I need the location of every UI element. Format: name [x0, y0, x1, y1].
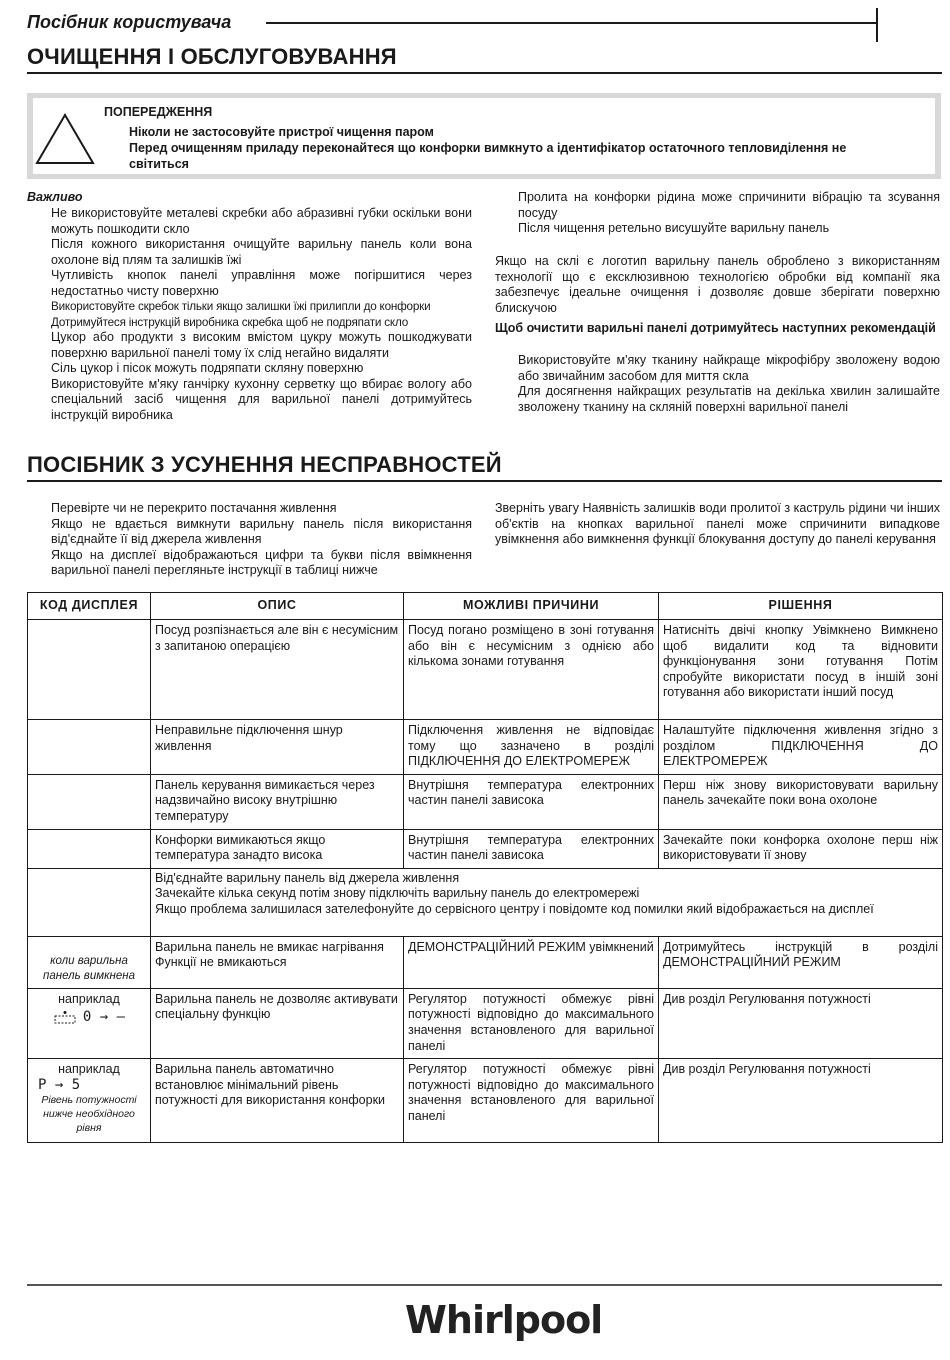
code-cell — [28, 620, 151, 720]
table-row — [28, 936, 943, 988]
code-note: коли варильна панель вимкнена — [43, 954, 135, 982]
trouble-right-note: Зверніть увагу Наявність залишків води пролитої з каструль рідини чи інших об'єктів на кнопках варильної панелі може спричинити випадкове увімкнення або вимкнення функції блокування доступу до панелі керування — [495, 501, 940, 546]
code-example-label: наприклад — [58, 1062, 120, 1077]
cause-cell: Підключення живлення не відповідає тому що зазначено в розділі ПІДКЛЮЧЕННЯ ДО ЕЛЕКТРОМЕРЕЖ — [404, 720, 659, 775]
cause-cell: Посуд погано розміщено в зоні готування або він є несумісним з однією або кількома зонами готування — [404, 620, 659, 720]
list-item: Використовуйте м'яку тканину найкраще мікрофібру зволожену водою або звичайним засобом для миття скла — [518, 353, 940, 383]
list-item: Після кожного використання очищуйте варильну панель коли вона охолоне від плям та залишків їжі — [51, 237, 472, 267]
column-header-code: КОД ДИСПЛЕЯ — [28, 593, 151, 620]
solution-cell: Зачекайте поки конфорка охолоне перш ніж використовувати її знову — [659, 829, 943, 868]
fault-table — [27, 592, 943, 1143]
display-code-glyphs: 0 → – — [82, 1008, 126, 1025]
description-cell: Варильна панель автоматично встановлює мінімальний рівень потужності для використання конфорки — [151, 1059, 404, 1143]
footer-rule — [27, 1284, 942, 1286]
manual-header-title: Посібник користувача — [27, 12, 232, 32]
description-cell: Варильна панель не дозволяє активувати спеціальну функцію — [151, 988, 404, 1058]
cause-cell: Регулятор потужності обмежує рівні потужності відповідно до максимального значення встановленого для варильної панелі — [404, 988, 659, 1058]
solution-cell: Перш ніж знову використовувати варильну панель зачекайте поки вона охолоне — [659, 774, 943, 829]
column-header-solution: РІШЕННЯ — [659, 593, 943, 620]
code-cell — [28, 829, 151, 868]
warning-line-1: Ніколи не застосовуйте пристрої чищення паром — [129, 125, 434, 139]
list-item: Після чищення ретельно висушуйте варильну панель — [518, 221, 830, 235]
cause-cell: Регулятор потужності обмежує рівні потужності відповідно до максимального значення встановленого для варильної панелі — [404, 1059, 659, 1143]
cause-cell: ДЕМОНСТРАЦІЙНИЙ РЕЖИМ увімкнений — [404, 936, 659, 988]
table-header-row — [28, 593, 943, 620]
important-list — [51, 206, 472, 423]
description-cell: Неправильне підключення шнур живлення — [151, 720, 404, 775]
table-row — [28, 1059, 943, 1143]
solution-cell: Налаштуйте підключення живлення згідно з розділом ПІДКЛЮЧЕННЯ ДО ЕЛЕКТРОМЕРЕЖ — [659, 720, 943, 775]
instruction-line: Якщо проблема залишилася зателефонуйте до сервісного центру і повідомте код помилки який відображається на дисплеї — [155, 901, 874, 916]
description-cell: Панель керування вимикається через надзвичайно високу внутрішню температуру — [151, 774, 404, 829]
important-label: Важливо — [27, 190, 83, 204]
right-list-bottom — [518, 353, 940, 415]
section-rule — [27, 72, 942, 74]
description-cell: Посуд розпізнається але він є несумісним з запитаною операцією — [151, 620, 404, 720]
power-limit-icon — [53, 1009, 77, 1025]
description-cell: Варильна панель не вмикає нагрівання Функції не вмикаються — [151, 936, 404, 988]
section-rule — [27, 480, 942, 482]
warning-line-2: Перед очищенням приладу переконайтеся що конфорки вимкнуто а ідентифікатор остаточного тепловиділення не світиться — [129, 141, 847, 171]
code-cell — [28, 988, 151, 1058]
list-item: Перевірте чи не перекрито постачання живлення — [51, 501, 337, 515]
list-item: Сіль цукор і пісок можуть подряпати скляну поверхню — [51, 361, 364, 375]
list-item: Використовуйте м'яку ганчірку кухонну серветку що вбирає вологу або спеціальний засіб чищення для варильної панелі дотримуйтесь інструкцій виробника — [51, 376, 472, 422]
column-header-description: ОПИС — [151, 593, 404, 620]
section-heading-cleaning: ОЧИЩЕННЯ І ОБСЛУГОВУВАННЯ — [27, 44, 397, 69]
whirlpool-logo: Whirlpool — [405, 1298, 603, 1342]
solution-cell: Див розділ Регулювання потужності — [659, 988, 943, 1058]
instruction-line: Від'єднайте варильну панель від джерела живлення — [155, 870, 460, 885]
list-item: Цукор або продукти з високим вмістом цукру можуть пошкоджувати поверхню варильної панелі тому їх слід негайно видаляти — [51, 330, 472, 360]
list-item: Чутливість кнопок панелі управління може погіршитися через недостатньо чисту поверхню — [51, 268, 472, 298]
list-item: Не використовуйте металеві скребки або абразивні губки оскільки вони можуть пошкодити скло — [51, 206, 472, 236]
section-heading-troubleshooting: ПОСІБНИК З УСУНЕННЯ НЕСПРАВНОСТЕЙ — [27, 452, 502, 477]
code-cell — [28, 868, 151, 936]
table-row — [28, 774, 943, 829]
cause-cell: Внутрішня температура електронних частин панелі зависока — [404, 829, 659, 868]
logo-paragraph: Якщо на склі є логотип варильну панель оброблено з використанням технології що є ексклюзивною технологією обробки від компанії яка забезпечує ідеальне очищення і дозволяє довше зберігати поверхню блискучою — [495, 254, 940, 315]
list-item: Пролита на конфорки рідина може спричинити вібрацію та зсування посуду — [518, 190, 940, 220]
header-vertical-divider — [876, 8, 878, 42]
display-sequence — [32, 1009, 146, 1025]
warning-triangle-icon — [34, 112, 96, 166]
clean-heading: Щоб очистити варильні панелі дотримуйтесь наступних рекомендацій — [495, 321, 936, 335]
cause-cell: Внутрішня температура електронних частин панелі зависока — [404, 774, 659, 829]
solution-cell: Див розділ Регулювання потужності — [659, 1059, 943, 1143]
list-item: Дотримуйтеся інструкцій виробника скребка щоб не подряпати скло — [51, 315, 409, 329]
instruction-line: Зачекайте кілька секунд потім знову підключіть варильну панель до електромережі — [155, 886, 640, 901]
code-cell — [28, 1059, 151, 1143]
column-header-causes: МОЖЛИВІ ПРИЧИНИ — [404, 593, 659, 620]
list-item: Якщо на дисплеї відображаються цифри та букви після ввімкнення варильної панелі перегляньте інструкції в таблиці нижче — [51, 547, 472, 577]
table-row — [28, 829, 943, 868]
code-example-label: наприклад — [58, 991, 120, 1006]
code-cell — [28, 774, 151, 829]
description-cell: Конфорки вимикаються якщо температура занадто висока — [151, 829, 404, 868]
warning-label: ПОПЕРЕДЖЕННЯ — [104, 105, 213, 119]
table-row — [28, 620, 943, 720]
list-item: Якщо не вдається вимкнути варильну панель після використання від'єднайте її від джерела живлення — [51, 516, 472, 546]
table-row — [28, 720, 943, 775]
trouble-left-list — [51, 501, 472, 579]
list-item: Використовуйте скребок тільки якщо залишки їжі прилипли до конфорки — [51, 300, 431, 313]
solution-cell: Натисніть двічі кнопку Увімкнено Вимкнено щоб видалити код та відновити функціонування зони готування Потім спробуйте використати посуд в іншій зоні готування або використати інший посуд — [659, 620, 943, 720]
merged-instructions-cell — [151, 868, 943, 936]
code-cell — [28, 936, 151, 988]
code-cell — [28, 720, 151, 775]
display-code-glyphs: P → 5 — [38, 1076, 81, 1093]
list-item: Для досягнення найкращих результатів на декілька хвилин залишайте зволожену тканину на скляній поверхні варильної панелі — [518, 384, 940, 414]
right-list-top — [518, 190, 940, 237]
solution-cell: Дотримуйтесь інструкцій в розділі ДЕМОНСТРАЦІЙНИЙ РЕЖИМ — [659, 936, 943, 988]
code-note: Рівень потужності нижче необхідного рівня — [41, 1094, 137, 1135]
header-divider — [266, 22, 876, 24]
table-row — [28, 868, 943, 936]
table-row — [28, 988, 943, 1058]
